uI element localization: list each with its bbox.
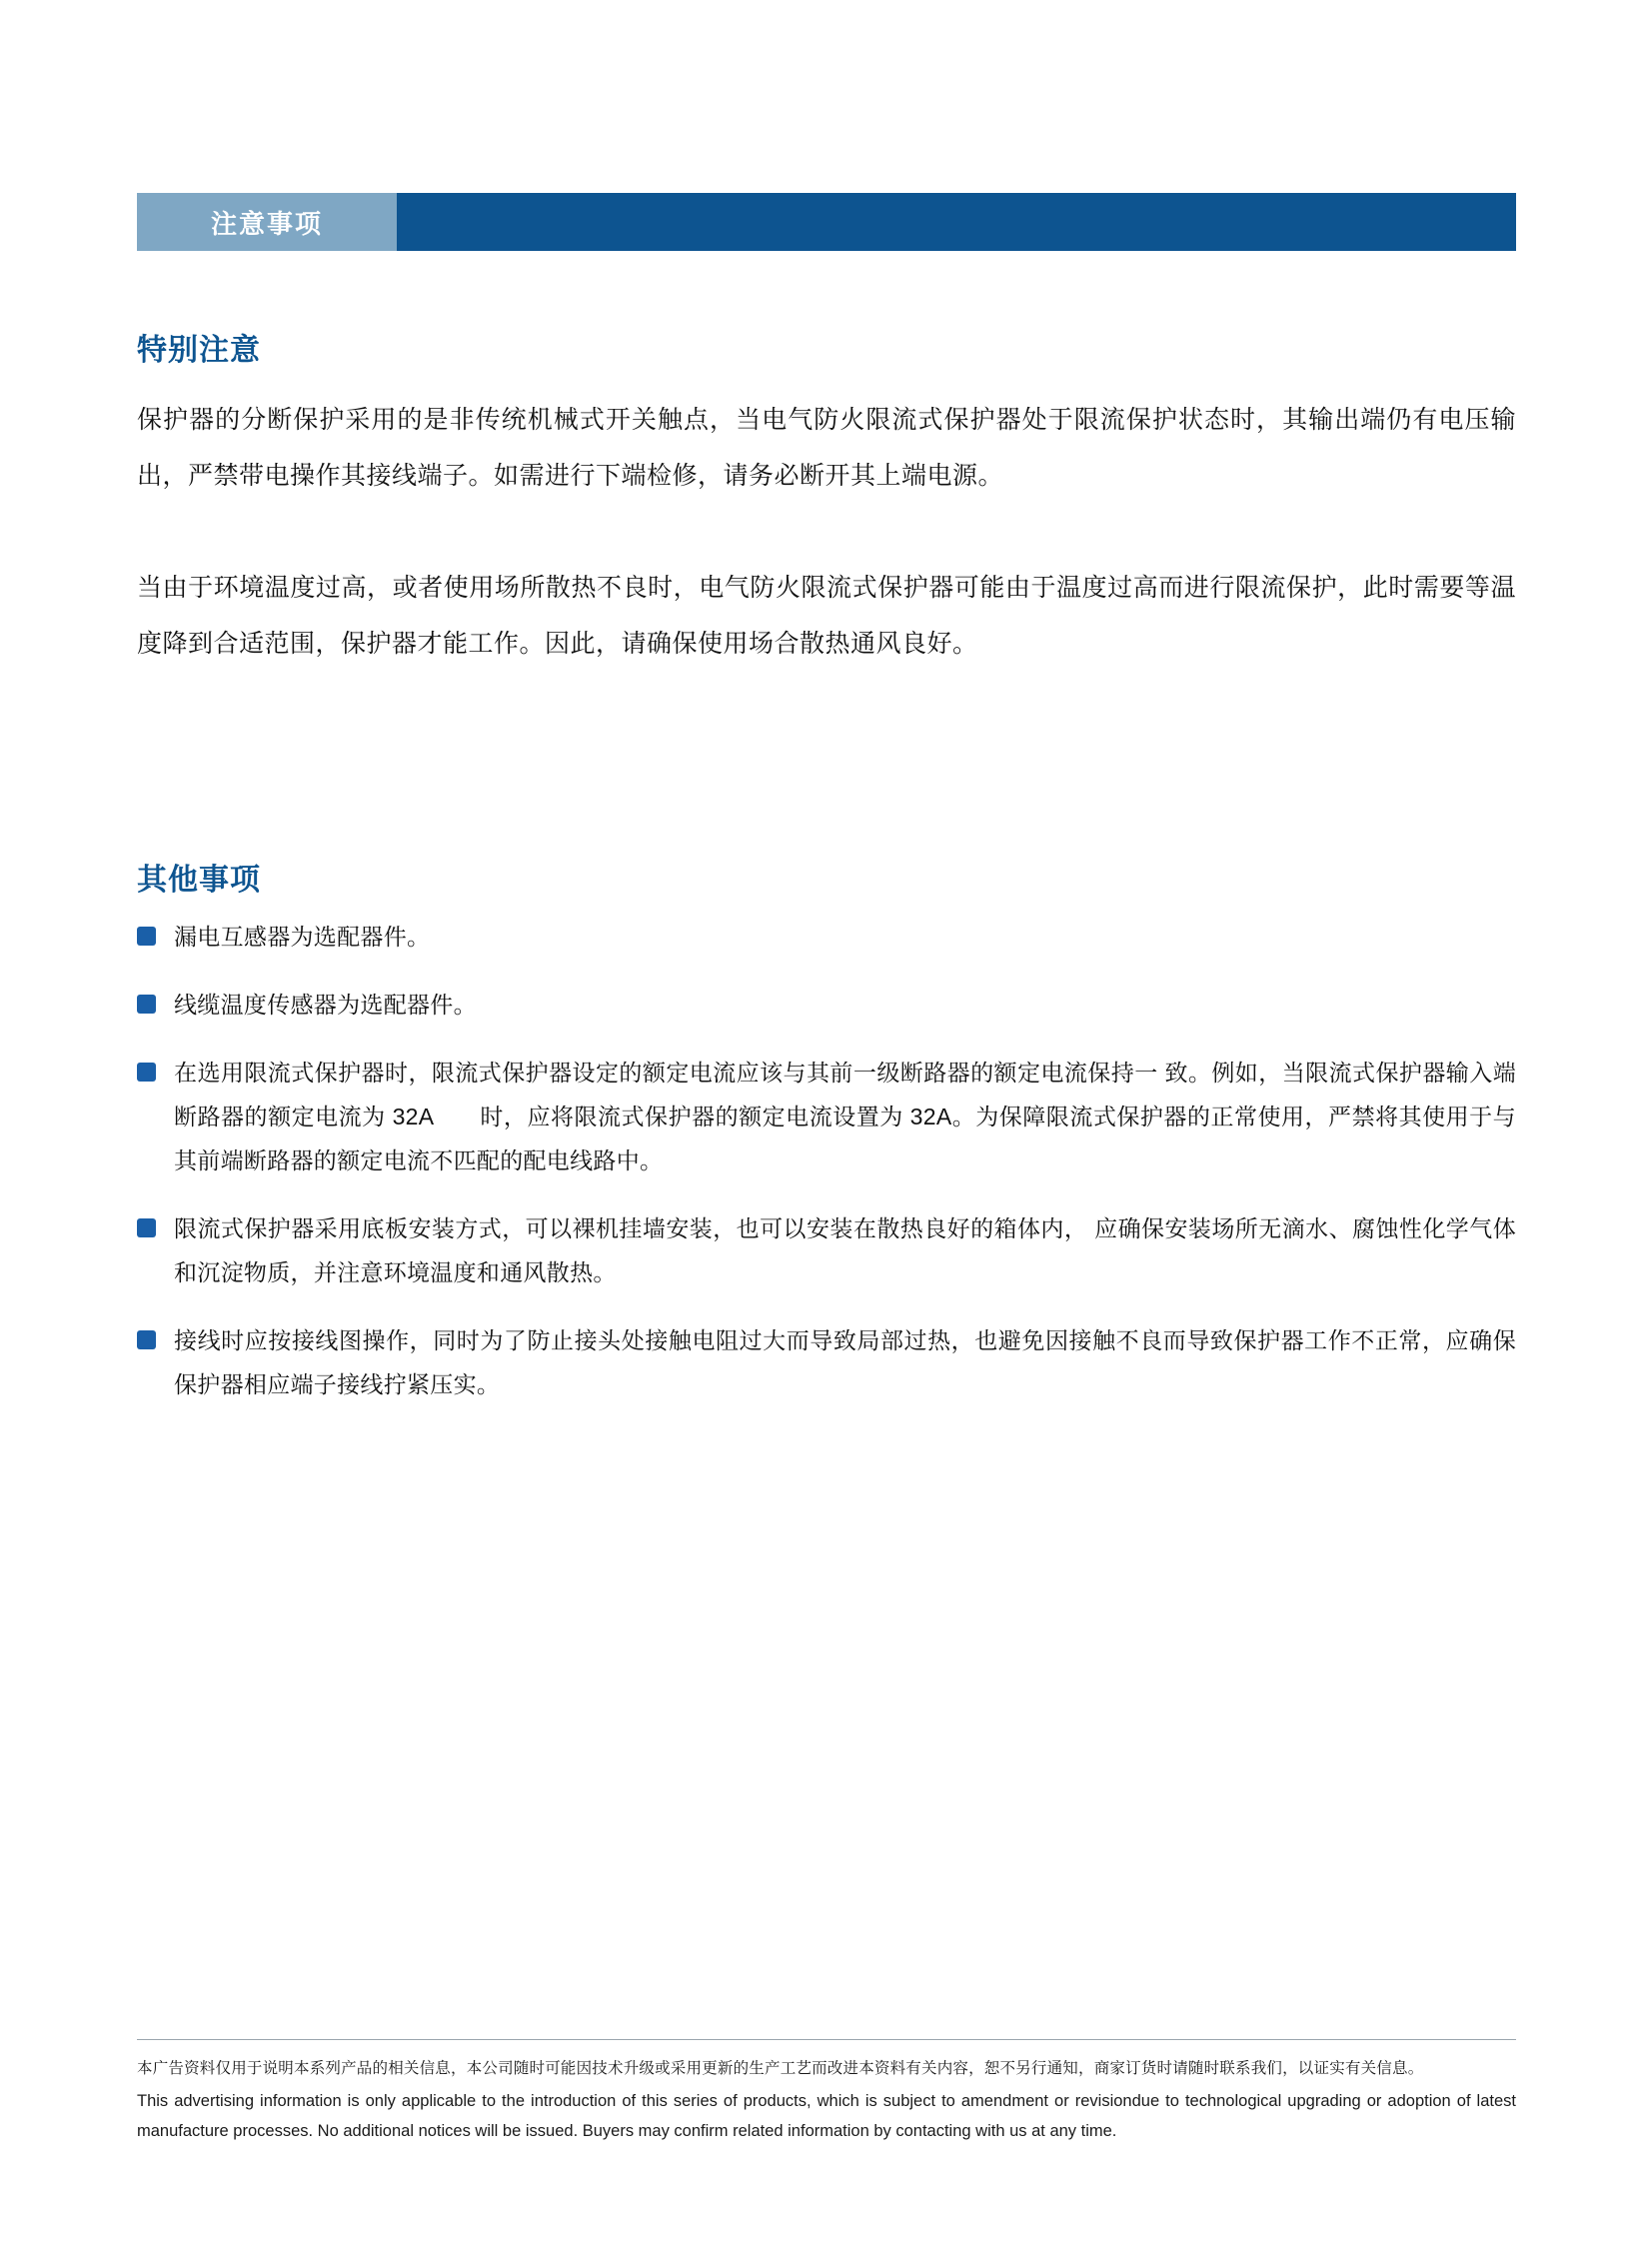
list-item (137, 1206, 1516, 1294)
square-bullet-icon (137, 1330, 156, 1349)
list-item-text: 线缆温度传感器为选配器件。 (174, 992, 477, 1018)
square-bullet-icon (137, 1218, 156, 1237)
list-item (137, 983, 1516, 1027)
section-heading-other: 其他事项 (137, 864, 261, 897)
square-bullet-icon (137, 1063, 156, 1082)
list-item (137, 915, 1516, 959)
list-item (137, 1051, 1516, 1182)
special-paragraph-1: 保护器的分断保护采用的是非传统机械式开关触点，当电气防火限流式保护器处于限流保护状态时，其输出端仍有电压输出，严禁带电操作其接线端子。如需进行下端检修，请务必断开其上端电源。 (137, 406, 1516, 490)
list-item (137, 1318, 1516, 1406)
page-footer (137, 2039, 1516, 2146)
header-tab-label: 注意事项 (210, 208, 323, 239)
square-bullet-icon (137, 995, 156, 1014)
special-paragraph-2: 当由于环境温度过高，或者使用场所散热不良时，电气防火限流式保护器可能由于温度过高而进行限流保护，此时需要等温度降到合适范围，保护器才能工作。因此，请确保使用场合散热通风良好。 (137, 574, 1516, 658)
square-bullet-icon (137, 927, 156, 946)
list-item-text: 在选用限流式保护器时，限流式保护器设定的额定电流应该与其前一级断路器的额定电流保持一 致。例如，当限流式保护器输入端断路器的额定电流为 32A 时，应将限流式保护器的额定电流设置为 32A。为保障限流式保护器的正常使用，严禁将其使用于与其前端断路器的额定电流不匹配的配电线路中。 (174, 1060, 1516, 1173)
other-items-list (137, 915, 1516, 1430)
list-item-text: 漏电互感器为选配器件。 (174, 924, 431, 950)
list-item-text: 接线时应按接线图操作，同时为了防止接头处接触电阻过大而导致局部过热，也避免因接触不良而导致保护器工作不正常，应确保保护器相应端子接线拧紧压实。 (174, 1327, 1516, 1397)
section-heading-special: 特别注意 (137, 334, 261, 367)
footer-disclaimer-cn: 本广告资料仅用于说明本系列产品的相关信息，本公司随时可能因技术升级或采用更新的生产工艺而改进本资料有关内容，恕不另行通知，商家订货时请随时联系我们，以证实有关信息。 (137, 2060, 1424, 2077)
section-header-banner (137, 193, 1516, 251)
footer-disclaimer-en: This advertising information is only applicable to the introduction of this series of products, which is subject to amendment or revisiondue to technological upgrading or adoption of latest manufacture processes. No additional notices will be issued. Buyers may confirm related information by contacting with us at any time. (137, 2092, 1516, 2140)
list-item-text: 限流式保护器采用底板安装方式，可以裸机挂墙安装，也可以安装在散热良好的箱体内， 应确保安装场所无滴水、腐蚀性化学气体和沉淀物质，并注意环境温度和通风散热。 (174, 1215, 1516, 1285)
header-tab (137, 193, 397, 251)
footer-divider (137, 2039, 1516, 2040)
